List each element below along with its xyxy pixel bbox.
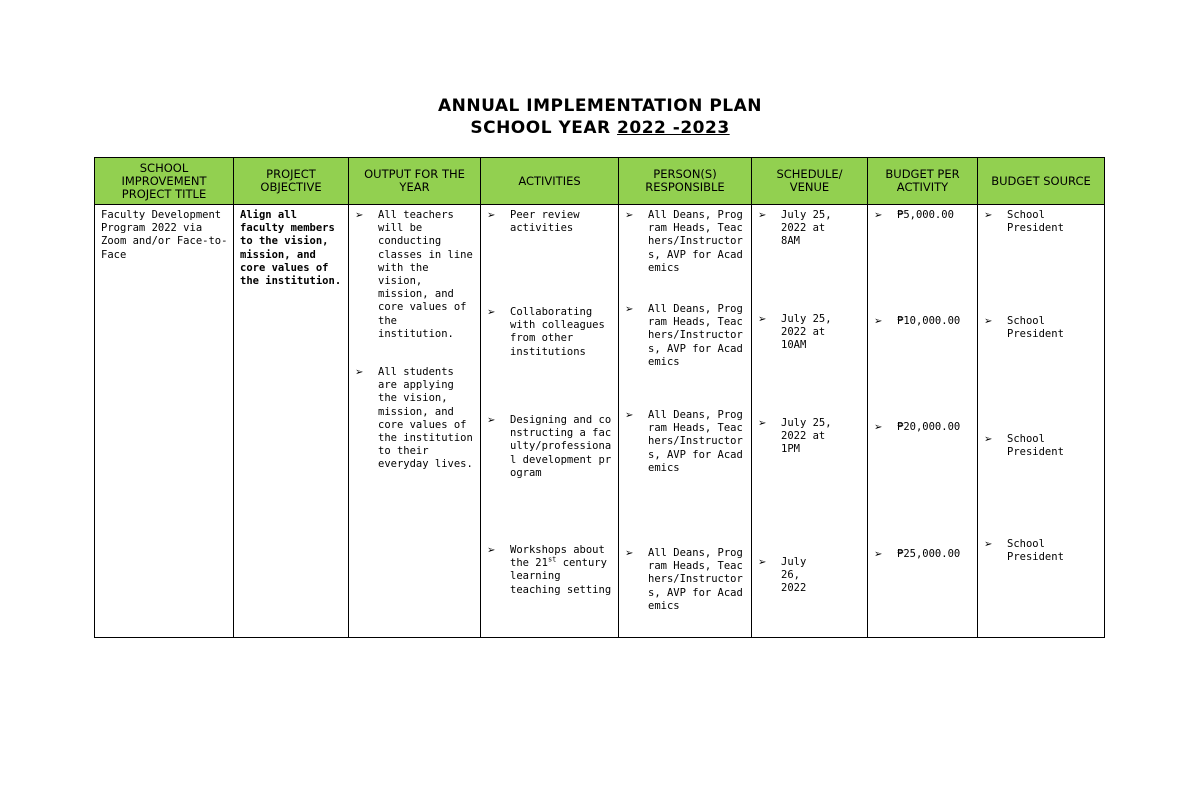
budget-cell xyxy=(868,205,978,638)
activity-text: Workshops about the 21st century learning teaching setting xyxy=(510,544,612,596)
school-year-value: 2022 -2023 xyxy=(617,118,730,138)
person-item xyxy=(625,303,748,369)
outputs-cell xyxy=(349,205,481,638)
budget-text: ₱25,000.00 xyxy=(897,548,961,560)
objective-text: Align all faculty members to the vision, mission, and core values of the institution. xyxy=(240,209,342,288)
schedule-text: July 25, 2022 at 1PM xyxy=(781,417,832,456)
activity-item xyxy=(487,306,615,359)
budget-item xyxy=(874,315,974,328)
header-output: OUTPUT FOR THE YEAR xyxy=(349,158,481,205)
school-year-label: SCHOOL YEAR xyxy=(470,118,618,138)
arrow-bullet-icon: ➢ xyxy=(874,210,883,221)
person-text: All Deans, Program Heads, Teachers/Instructors, AVP for Academics xyxy=(648,547,743,612)
header-persons-responsible: PERSON(S) RESPONSIBLE xyxy=(619,158,752,205)
person-item xyxy=(625,547,748,613)
arrow-bullet-icon: ➢ xyxy=(625,210,634,221)
arrow-bullet-icon: ➢ xyxy=(487,307,496,318)
document-title xyxy=(0,95,1200,139)
source-item xyxy=(984,433,1101,459)
activity-item xyxy=(487,414,615,480)
activity-text: Collaborating with colleagues from other institutions xyxy=(510,306,605,358)
source-text: School President xyxy=(1007,433,1064,459)
arrow-bullet-icon: ➢ xyxy=(874,549,883,560)
budget-item xyxy=(874,548,974,561)
schedule-cell xyxy=(752,205,868,638)
title-line-2 xyxy=(0,117,1200,139)
objective-cell xyxy=(234,205,349,638)
activities-cell xyxy=(481,205,619,638)
arrow-bullet-icon: ➢ xyxy=(984,210,993,221)
activity-item xyxy=(487,544,615,597)
output-text: All students are applying the vision, mission, and core values of the institution to their everyday lives. xyxy=(378,366,473,471)
header-schedule-venue: SCHEDULE/ VENUE xyxy=(752,158,868,205)
header-project-title: SCHOOL IMPROVEMENT PROJECT TITLE xyxy=(95,158,234,205)
arrow-bullet-icon: ➢ xyxy=(625,304,634,315)
source-text: School President xyxy=(1007,315,1064,341)
person-text: All Deans, Program Heads, Teachers/Instructors, AVP for Academics xyxy=(648,409,743,474)
table-row xyxy=(95,205,1105,638)
source-item xyxy=(984,538,1101,564)
arrow-bullet-icon: ➢ xyxy=(874,422,883,433)
arrow-bullet-icon: ➢ xyxy=(758,210,767,221)
implementation-plan-table xyxy=(94,157,1105,638)
header-budget-source: BUDGET SOURCE xyxy=(978,158,1105,205)
budget-item xyxy=(874,421,974,434)
budget-item xyxy=(874,209,974,222)
header-activities: ACTIVITIES xyxy=(481,158,619,205)
schedule-item xyxy=(758,313,864,353)
schedule-item xyxy=(758,417,864,457)
person-text: All Deans, Program Heads, Teachers/Instructors, AVP for Academics xyxy=(648,209,743,274)
arrow-bullet-icon: ➢ xyxy=(487,415,496,426)
source-text: School President xyxy=(1007,209,1064,235)
header-budget-per-activity: BUDGET PER ACTIVITY xyxy=(868,158,978,205)
arrow-bullet-icon: ➢ xyxy=(758,314,767,325)
source-text: School President xyxy=(1007,538,1064,564)
schedule-item xyxy=(758,556,864,596)
person-item xyxy=(625,409,748,475)
source-item xyxy=(984,209,1101,235)
header-row xyxy=(95,158,1105,205)
arrow-bullet-icon: ➢ xyxy=(625,410,634,421)
project-title-cell xyxy=(95,205,234,638)
schedule-item xyxy=(758,209,864,249)
arrow-bullet-icon: ➢ xyxy=(355,210,364,221)
output-item xyxy=(355,209,477,341)
arrow-bullet-icon: ➢ xyxy=(355,367,364,378)
budget-text: ₱5,000.00 xyxy=(897,209,954,221)
project-title-text: Faculty Development Program 2022 via Zoom and/or Face-to-Face xyxy=(101,209,228,261)
arrow-bullet-icon: ➢ xyxy=(984,539,993,550)
activity-text: Peer review activities xyxy=(510,209,580,235)
persons-cell xyxy=(619,205,752,638)
arrow-bullet-icon: ➢ xyxy=(758,557,767,568)
arrow-bullet-icon: ➢ xyxy=(984,434,993,445)
arrow-bullet-icon: ➢ xyxy=(874,316,883,327)
title-line-1: ANNUAL IMPLEMENTATION PLAN xyxy=(437,96,762,116)
arrow-bullet-icon: ➢ xyxy=(758,418,767,429)
budget-text: ₱20,000.00 xyxy=(897,421,961,433)
output-text: All teachers will be conducting classes in line with the vision, mission, and core values of the institution. xyxy=(378,209,473,340)
output-item xyxy=(355,366,477,472)
person-item xyxy=(625,209,748,275)
activity-item xyxy=(487,209,615,235)
schedule-text: July 25, 2022 at 8AM xyxy=(781,209,832,248)
schedule-text: July 25, 2022 at 10AM xyxy=(781,313,832,352)
arrow-bullet-icon: ➢ xyxy=(984,316,993,327)
budget-text: ₱10,000.00 xyxy=(897,315,961,327)
schedule-text: July 26, 2022 xyxy=(781,556,807,595)
source-item xyxy=(984,315,1101,341)
header-project-objective: PROJECT OBJECTIVE xyxy=(234,158,349,205)
source-cell xyxy=(978,205,1105,638)
arrow-bullet-icon: ➢ xyxy=(487,545,496,556)
activity-text: Designing and constructing a faculty/professional development program xyxy=(510,414,612,479)
person-text: All Deans, Program Heads, Teachers/Instructors, AVP for Academics xyxy=(648,303,743,368)
arrow-bullet-icon: ➢ xyxy=(625,548,634,559)
arrow-bullet-icon: ➢ xyxy=(487,210,496,221)
